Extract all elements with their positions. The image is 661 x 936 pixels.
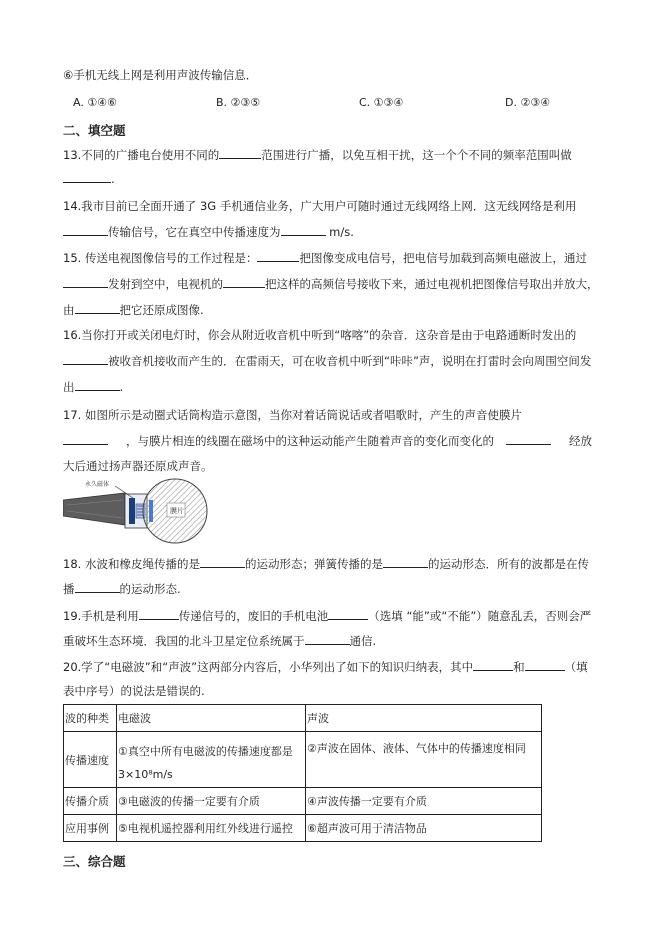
- table-cell: ④声波传播一定要有介质: [306, 788, 542, 815]
- row-label: 应用事例: [64, 815, 117, 842]
- answer-blank[interactable]: [257, 250, 299, 262]
- q15-line-3: 由 把它还原成图像.: [63, 303, 204, 317]
- table-cell: ③电磁波的传播一定要有介质: [117, 788, 306, 815]
- answer-blank[interactable]: [75, 581, 120, 593]
- microphone-diagram: [63, 478, 213, 548]
- answer-blank[interactable]: [63, 171, 111, 183]
- cell-line: 3×10⁸m/s: [118, 768, 173, 781]
- answer-blank[interactable]: [281, 224, 326, 236]
- q19-line-2: 重破坏生态环境．我国的北斗卫星定位系统属于 通信.: [63, 634, 377, 648]
- table-row: [64, 732, 542, 788]
- section-fill-in-heading: 二、填空题: [63, 123, 126, 138]
- q17-line-1: 17. 如图所示是动圈式话筒构造示意图，当你对着话筒说话或者唱歌时，产生的声音使膜片: [63, 408, 522, 422]
- q16-line-3: 出 .: [63, 380, 124, 394]
- q18-line-2: 播 的运动形态.: [63, 582, 181, 596]
- q15-line-2: 发射到空中，电视机的 把这样的高频信号接收下来，通过电视机把图像信号取出并放大，: [63, 276, 599, 291]
- answer-blank[interactable]: [473, 659, 513, 671]
- svg-text:膜片: 膜片: [170, 507, 184, 515]
- q12-statement-6: ⑥手机无线上网是利用声波传输信息．: [63, 68, 258, 82]
- table-cell: ②声波在固体、液体、气体中的传播速度相同: [306, 732, 542, 788]
- row-label: 传播速度: [64, 732, 117, 788]
- table-cell: ⑤电视机遥控器利用红外线进行遥控: [117, 815, 306, 842]
- figure-label-permanent-magnet: 永久磁体: [85, 481, 110, 488]
- q17-line-2: ，与膜片相连的线圈在磁场中的这种运动能产生随着声音的变化而变化的 经放: [63, 433, 592, 448]
- answer-blank[interactable]: [383, 556, 428, 568]
- q15-line-1: 15. 传送电视图像信号的工作过程是： 把图像变成电信号，把电信号加载到高频电磁波上，通过: [63, 251, 587, 265]
- q16-line-2: 被收音机接收而产生的．在雷雨天，可在收音机中听到“咔咔”声，说明在打雷时会向周围空间发: [63, 353, 591, 368]
- answer-blank[interactable]: [63, 353, 108, 365]
- table-header-cell: 声波: [306, 705, 542, 732]
- q17-line-3: 大后通过扬声器还原成声音。: [63, 459, 213, 473]
- answer-blank[interactable]: [305, 633, 350, 645]
- q20-line-2: 表中序号）的说法是错误的.: [63, 684, 205, 698]
- knowledge-table: [63, 704, 542, 842]
- answer-blank[interactable]: [328, 608, 368, 620]
- table-row: [64, 788, 542, 815]
- table-header-cell: 波的种类: [64, 705, 117, 732]
- q13-line-1: 13.不同的广播电台使用不同的 范围进行广播，以免互相干扰，这一个个不同的频率范围叫做: [63, 148, 572, 162]
- answer-blank[interactable]: [63, 276, 108, 288]
- answer-blank[interactable]: [63, 433, 108, 445]
- row-label: 传播介质: [64, 788, 117, 815]
- q14-line-1: 14.我市目前已全面开通了 3G 手机通信业务，广大用户可随时通过无线网络上网．这无线网络是利用: [63, 199, 577, 213]
- option-c[interactable]: C. ①③④: [359, 96, 404, 109]
- table-row: [64, 815, 542, 842]
- q18-line-1: 18. 水波和橡皮绳传播的是 的运动形态；弹簧传播的是 的运动形态．所有的波都是在传: [63, 557, 589, 571]
- q19-line-1: 19.手机是利用 传递信号的，废旧的手机电池 （选填 “能”或“不能”）随意乱丢，否则会严: [63, 609, 592, 623]
- option-b[interactable]: B. ②③⑤: [216, 96, 261, 109]
- table-header-row: [64, 705, 542, 732]
- answer-blank[interactable]: [200, 556, 245, 568]
- answer-blank[interactable]: [525, 659, 565, 671]
- answer-blank[interactable]: [63, 224, 108, 236]
- option-d[interactable]: D. ②③④: [505, 96, 551, 109]
- answer-blank[interactable]: [223, 276, 265, 288]
- option-a[interactable]: A. ①④⑥: [73, 96, 117, 109]
- answer-blank[interactable]: [219, 147, 261, 159]
- section-comprehensive-heading: 三、综合题: [63, 854, 126, 869]
- cell-line: ①真空中所有电磁波的传播速度都是: [118, 745, 293, 758]
- answer-blank[interactable]: [75, 302, 120, 314]
- table-header-cell: 电磁波: [117, 705, 306, 732]
- q13-line-2: .: [63, 171, 115, 186]
- q14-line-2: 传输信号，它在真空中传播速度为 m/s.: [63, 224, 354, 239]
- answer-blank[interactable]: [139, 608, 179, 620]
- table-cell: [117, 732, 306, 788]
- answer-blank[interactable]: [75, 379, 120, 391]
- table-cell: ⑥超声波可用于清洁物品: [306, 815, 542, 842]
- q16-line-1: 16.当你打开或关闭电灯时，你会从附近收音机中听到“喀喀”的杂音．这杂音是由于电路通断时发出的: [63, 328, 577, 342]
- answer-blank[interactable]: [506, 433, 551, 445]
- q20-line-1: 20.学了“电磁波”和“声波”这两部分内容后，小华列出了如下的知识归纳表，其中 和 （填: [63, 660, 588, 674]
